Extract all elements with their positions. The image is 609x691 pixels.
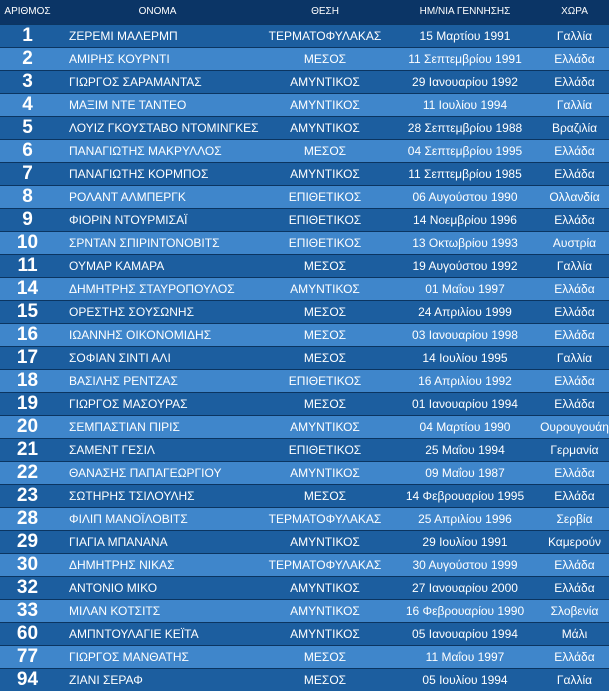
table-row [0,668,609,691]
player-number: 6 [0,139,55,162]
player-position: ΜΕΣΟΣ [260,254,390,277]
player-birthdate: 13 Οκτωβρίου 1993 [390,231,540,254]
player-birthdate: 15 Μαρτίου 1991 [390,24,540,47]
player-name: ΓΙΩΡΓΟΣ ΜΑΝΘΑΤΗΣ [55,645,260,668]
header-name: ΟΝΟΜΑ [138,6,177,18]
player-birthdate: 06 Αυγούστου 1990 [390,185,540,208]
player-birthdate: 09 Μαΐου 1987 [390,461,540,484]
player-name: ΘΑΝΑΣΗΣ ΠΑΠΑΓΕΩΡΓΙΟΥ [55,461,260,484]
player-name: ΓΙΩΡΓΟΣ ΣΑΡΑΜΑΝΤΑΣ [55,70,260,93]
player-country: Ελλάδα [540,461,609,484]
player-position: ΑΜΥΝΤΙΚΟΣ [260,461,390,484]
player-name: ΦΙΛΙΠ ΜΑΝΟΪΛΟΒΙΤΣ [55,507,260,530]
player-number: 9 [0,208,55,231]
table-row [0,622,609,645]
player-birthdate: 11 Σεπτεμβρίου 1985 [390,162,540,185]
player-number: 21 [0,438,55,461]
player-country: Σερβία [540,507,609,530]
player-name: ΣΡΝΤΑΝ ΣΠΙΡΙΝΤΟΝΟΒΙΤΣ [55,231,260,254]
player-country: Γαλλία [540,254,609,277]
player-number: 14 [0,277,55,300]
player-position: ΑΜΥΝΤΙΚΟΣ [260,93,390,116]
player-name: ΣΕΜΠΑΣΤΙΑΝ ΠΙΡΙΣ [55,415,260,438]
player-position: ΜΕΣΟΣ [260,300,390,323]
player-name: ΣΩΤΗΡΗΣ ΤΣΙΛΟΥΛΗΣ [55,484,260,507]
player-number: 5 [0,116,55,139]
player-country: Βραζιλία [540,116,609,139]
header-position: ΘΕΣΗ [311,6,339,18]
player-name: ΟΥΜΑΡ ΚΑΜΑΡΑ [55,254,260,277]
player-birthdate: 28 Σεπτεμβρίου 1988 [390,116,540,139]
header-birthdate: ΗΜ/ΝΙΑ ΓΕΝΝΗΣΗΣ [419,6,511,18]
player-name: ΠΑΝΑΓΙΩΤΗΣ ΜΑΚΡΥΛΛΟΣ [55,139,260,162]
player-number: 4 [0,93,55,116]
player-position: ΜΕΣΟΣ [260,139,390,162]
player-position: ΜΕΣΟΣ [260,346,390,369]
player-position: ΜΕΣΟΣ [260,484,390,507]
player-birthdate: 25 Απριλίου 1996 [390,507,540,530]
player-position: ΑΜΥΝΤΙΚΟΣ [260,277,390,300]
player-name: ΑΝΤΟΝΙΟ ΜΙΚΟ [55,576,260,599]
player-country: Ελλάδα [540,162,609,185]
player-country: Αυστρία [540,231,609,254]
player-number: 16 [0,323,55,346]
player-birthdate: 04 Σεπτεμβρίου 1995 [390,139,540,162]
table-row [0,139,609,162]
player-country: Ελλάδα [540,484,609,507]
table-row [0,484,609,507]
player-birthdate: 11 Ιουλίου 1994 [390,93,540,116]
player-birthdate: 24 Απριλίου 1999 [390,300,540,323]
player-position: ΑΜΥΝΤΙΚΟΣ [260,70,390,93]
player-position: ΕΠΙΘΕΤΙΚΟΣ [260,208,390,231]
player-country: Ελλάδα [540,369,609,392]
table-row [0,438,609,461]
player-birthdate: 14 Νοεμβρίου 1996 [390,208,540,231]
player-name: ΦΙΟΡΙΝ ΝΤΟΥΡΜΙΣΑΪ [55,208,260,231]
table-row [0,645,609,668]
table-row [0,530,609,553]
player-name: ΔΗΜΗΤΡΗΣ ΣΤΑΥΡΟΠΟΥΛΟΣ [55,277,260,300]
table-row [0,93,609,116]
player-position: ΑΜΥΝΤΙΚΟΣ [260,622,390,645]
player-country: Γαλλία [540,24,609,47]
player-name: ΖΙΑΝΙ ΣΕΡΑΦ [55,668,260,691]
player-country: Ελλάδα [540,277,609,300]
player-birthdate: 11 Σεπτεμβρίου 1991 [390,47,540,70]
player-number: 29 [0,530,55,553]
player-number: 1 [0,24,55,47]
player-name: ΙΩΑΝΝΗΣ ΟΙΚΟΝΟΜΙΔΗΣ [55,323,260,346]
player-birthdate: 14 Ιουλίου 1995 [390,346,540,369]
header-number: ΑΡΙΘΜΟΣ [4,6,51,18]
player-birthdate: 05 Ιουλίου 1994 [390,668,540,691]
table-row [0,231,609,254]
player-number: 23 [0,484,55,507]
player-country: Ελλάδα [540,47,609,70]
player-number: 94 [0,668,55,691]
player-position: ΕΠΙΘΕΤΙΚΟΣ [260,185,390,208]
table-row [0,208,609,231]
player-position: ΜΕΣΟΣ [260,668,390,691]
player-number: 32 [0,576,55,599]
table-row [0,461,609,484]
player-birthdate: 25 Μαΐου 1994 [390,438,540,461]
table-row [0,507,609,530]
table-row [0,553,609,576]
player-country: Καμερούν [540,530,609,553]
player-birthdate: 01 Μαΐου 1997 [390,277,540,300]
player-country: Ελλάδα [540,70,609,93]
player-birthdate: 29 Ιανουαρίου 1992 [390,70,540,93]
table-row [0,254,609,277]
player-name: ΠΑΝΑΓΙΩΤΗΣ ΚΟΡΜΠΟΣ [55,162,260,185]
player-name: ΒΑΣΙΛΗΣ ΡΕΝΤΖΑΣ [55,369,260,392]
player-country: Ελλάδα [540,300,609,323]
player-number: 19 [0,392,55,415]
player-birthdate: 01 Ιανουαρίου 1994 [390,392,540,415]
player-name: ΑΜΠΝΤΟΥΛΑΓΙΕ ΚΕΪΤΑ [55,622,260,645]
player-birthdate: 04 Μαρτίου 1990 [390,415,540,438]
player-country: Γερμανία [540,438,609,461]
player-country: Γαλλία [540,93,609,116]
table-row [0,116,609,139]
player-name: ΜΑΞΙΜ ΝΤΕ ΤΑΝΤΕΟ [55,93,260,116]
player-number: 30 [0,553,55,576]
table-row [0,392,609,415]
player-position: ΤΕΡΜΑΤΟΦΥΛΑΚΑΣ [260,507,390,530]
player-country: Ελλάδα [540,553,609,576]
player-name: ΟΡΕΣΤΗΣ ΣΟΥΣΩΝΗΣ [55,300,260,323]
player-country: Ελλάδα [540,645,609,668]
table-row [0,277,609,300]
player-position: ΑΜΥΝΤΙΚΟΣ [260,415,390,438]
player-position: ΤΕΡΜΑΤΟΦΥΛΑΚΑΣ [260,24,390,47]
player-position: ΜΕΣΟΣ [260,323,390,346]
player-name: ΣΑΜΕΝΤ ΓΕΣΙΛ [55,438,260,461]
player-number: 3 [0,70,55,93]
player-position: ΤΕΡΜΑΤΟΦΥΛΑΚΑΣ [260,553,390,576]
player-name: ΖΕΡΕΜΙ ΜΑΛΕΡΜΠ [55,24,260,47]
player-position: ΑΜΥΝΤΙΚΟΣ [260,576,390,599]
player-birthdate: 03 Ιανουαρίου 1998 [390,323,540,346]
table-row [0,346,609,369]
player-number: 2 [0,47,55,70]
player-country: Σλοβενία [540,599,609,622]
player-country: Ουρουγουάη [540,415,609,438]
player-number: 15 [0,300,55,323]
player-country: Ολλανδία [540,185,609,208]
player-position: ΑΜΥΝΤΙΚΟΣ [260,530,390,553]
table-row [0,599,609,622]
player-birthdate: 29 Ιουλίου 1991 [390,530,540,553]
player-country: Γαλλία [540,346,609,369]
player-name: ΑΜΙΡΗΣ ΚΟΥΡΝΤΙ [55,47,260,70]
player-position: ΕΠΙΘΕΤΙΚΟΣ [260,369,390,392]
table-row [0,576,609,599]
player-birthdate: 16 Απριλίου 1992 [390,369,540,392]
player-position: ΕΠΙΘΕΤΙΚΟΣ [260,438,390,461]
player-country: Μάλι [540,622,609,645]
player-number: 11 [0,254,55,277]
player-name: ΔΗΜΗΤΡΗΣ ΝΙΚΑΣ [55,553,260,576]
table-row [0,70,609,93]
player-position: ΕΠΙΘΕΤΙΚΟΣ [260,231,390,254]
player-number: 10 [0,231,55,254]
player-number: 22 [0,461,55,484]
player-birthdate: 14 Φεβρουαρίου 1995 [390,484,540,507]
player-number: 8 [0,185,55,208]
player-birthdate: 11 Μαΐου 1997 [390,645,540,668]
player-country: Γαλλία [540,668,609,691]
header-country: ΧΩΡΑ [561,6,588,18]
player-position: ΑΜΥΝΤΙΚΟΣ [260,116,390,139]
player-birthdate: 16 Φεβρουαρίου 1990 [390,599,540,622]
table-row [0,323,609,346]
player-name: ΓΙΩΡΓΟΣ ΜΑΣΟΥΡΑΣ [55,392,260,415]
player-country: Ελλάδα [540,323,609,346]
player-number: 17 [0,346,55,369]
player-position: ΑΜΥΝΤΙΚΟΣ [260,599,390,622]
player-birthdate: 19 Αυγούστου 1992 [390,254,540,277]
player-position: ΜΕΣΟΣ [260,392,390,415]
player-name: ΣΟΦΙΑΝ ΣΙΝΤΙ ΑΛΙ [55,346,260,369]
player-country: Ελλάδα [540,576,609,599]
player-number: 77 [0,645,55,668]
player-name: ΛΟΥΙΖ ΓΚΟΥΣΤΑΒΟ ΝΤΟΜΙΝΓΚΕΣ [55,116,260,139]
player-country: Ελλάδα [540,139,609,162]
player-name: ΡΟΛΑΝΤ ΑΛΜΠΕΡΓΚ [55,185,260,208]
player-country: Ελλάδα [540,208,609,231]
player-number: 28 [0,507,55,530]
table-row [0,185,609,208]
player-birthdate: 05 Ιανουαρίου 1994 [390,622,540,645]
player-country: Ελλάδα [540,392,609,415]
table-row [0,24,609,47]
table-row [0,162,609,185]
table-row [0,369,609,392]
table-header [0,0,609,24]
player-birthdate: 27 Ιανουαρίου 2000 [390,576,540,599]
player-name: ΜΙΛΑΝ ΚΟΤΣΙΤΣ [55,599,260,622]
table-row [0,415,609,438]
player-number: 20 [0,415,55,438]
player-number: 7 [0,162,55,185]
player-number: 18 [0,369,55,392]
player-position: ΜΕΣΟΣ [260,47,390,70]
table-row [0,300,609,323]
table-body [0,24,609,691]
player-number: 33 [0,599,55,622]
header-row [0,0,609,24]
player-position: ΜΕΣΟΣ [260,645,390,668]
player-number: 60 [0,622,55,645]
player-position: ΑΜΥΝΤΙΚΟΣ [260,162,390,185]
player-birthdate: 30 Αυγούστου 1999 [390,553,540,576]
player-name: ΓΙΑΓΙΑ ΜΠΑΝΑΝΑ [55,530,260,553]
table-row [0,47,609,70]
